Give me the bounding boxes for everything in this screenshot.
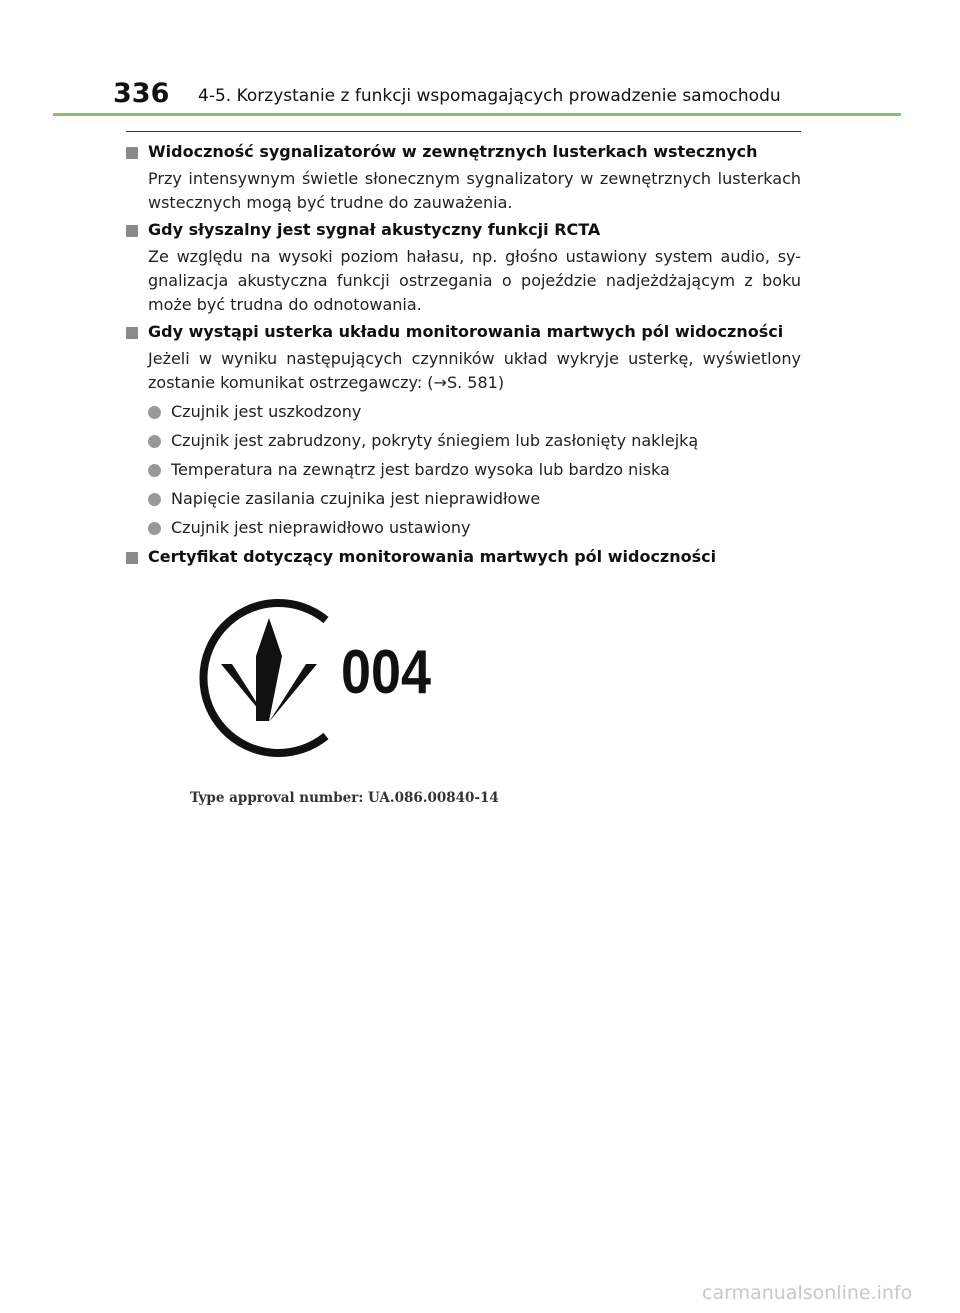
round-bullet-icon <box>148 435 161 448</box>
header-divider <box>53 113 901 116</box>
watermark: carmanualsonline.info <box>702 1282 913 1304</box>
list-item: Temperatura na zewnątrz jest bardzo wysoka lub bardzo niska <box>126 458 801 482</box>
list-item: Czujnik jest uszkodzony <box>126 400 801 424</box>
page-number: 336 <box>113 78 170 109</box>
heading-rcta-buzzer: Gdy słyszalny jest sygnał akustyczny funkcji RCTA <box>126 218 801 242</box>
round-bullet-icon <box>148 464 161 477</box>
heading-certificate: Certyfikat dotyczący monitorowania martwych pól widoczności <box>126 545 801 569</box>
round-bullet-icon <box>148 493 161 506</box>
content-divider <box>126 131 801 132</box>
type-approval-number: Type approval number: UA.086.00840-14 <box>190 790 499 806</box>
square-bullet-icon <box>126 552 138 564</box>
page-header <box>113 78 913 108</box>
round-bullet-icon <box>148 406 161 419</box>
section-title: 4-5. Korzystanie z funkcji wspomagających prowadzenie samochodu <box>198 86 781 106</box>
list-item: Czujnik jest nieprawidłowo ustawiony <box>126 516 801 540</box>
heading-mirror-indicators: Widoczność sygnalizatorów w zewnętrznych lusterkach wstecznych <box>126 140 801 164</box>
square-bullet-icon <box>126 327 138 339</box>
content-body <box>126 140 801 569</box>
list-item: Napięcie zasilania czujnika jest nieprawidłowe <box>126 487 801 511</box>
list-item: Czujnik jest zabrudzony, pokryty śniegiem lub zasłonięty naklejką <box>126 429 801 453</box>
square-bullet-icon <box>126 147 138 159</box>
certification-logo <box>186 598 446 758</box>
paragraph-mirror-indicators: Przy intensywnym świetle słonecznym sygnalizatory w zewnętrznych lusterkach wstecznych mogą być trudne do zauważenia. <box>148 169 801 212</box>
ukrainian-conformity-mark-icon <box>186 598 446 758</box>
square-bullet-icon <box>126 225 138 237</box>
heading-malfunction: Gdy wystąpi usterka układu monitorowania martwych pól widoczności <box>126 320 801 344</box>
paragraph-malfunction: Jeżeli w wyniku następujących czynników układ wykryje usterkę, wyświetlony zostanie komunikat ostrzegawczy: (→S. 581) <box>148 349 801 392</box>
round-bullet-icon <box>148 522 161 535</box>
certificate-code: 004 <box>341 638 432 707</box>
paragraph-rcta-buzzer: Ze względu na wysoki poziom hałasu, np. głośno ustawiony system audio, sy-gnalizacja akustyczna funkcji ostrzegania o pojeździe nadjeżdżającym z boku może być trudna do odnotowania. <box>148 247 801 314</box>
